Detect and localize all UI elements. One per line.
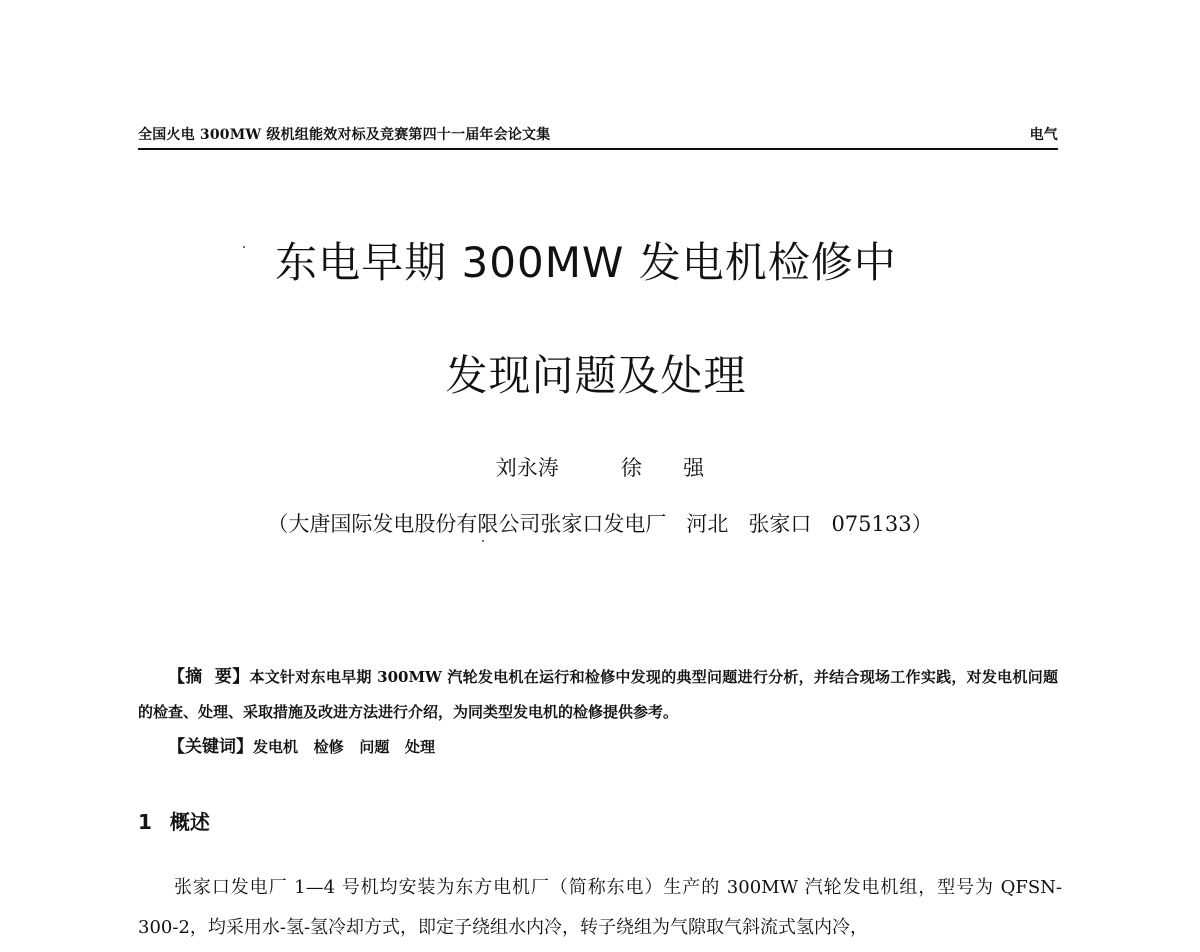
authors [0,452,1200,482]
scan-speck [243,246,245,248]
section-body-paragraph: 张家口发电厂 1—4 号机均安装为东方电机厂（简称东电）生产的 300MW 汽轮发电机组，型号为 QFSN-300-2，均采用水-氢-氢冷却方式，即定子绕组水内冷，转子绕组为气隙取气斜流式氢内冷， [138,877,1062,938]
paper-title-line-1: 东电早期 300MW 发电机检修中 [275,238,897,287]
keywords-text: 发电机 检修 问题 处理 [253,738,436,756]
header-rule [138,148,1058,150]
abstract-text: 本文针对东电早期 300MW 汽轮发电机在运行和检修中发现的典型问题进行分析，并结合现场工作实践，对发电机问题的检查、处理、采取措施及改进方法进行介绍，为同类型发电机的检修提供参考。 [138,668,1058,721]
section-number: 1 [138,810,152,834]
keywords [168,732,435,757]
abstract-label: 【摘 要】 [168,667,250,687]
section-heading [138,806,210,835]
affiliation: （大唐国际发电股份有限公司张家口发电厂 河北 张家口 075133） [267,512,933,536]
keywords-label: 【关键词】 [168,737,253,757]
running-header [138,124,1058,144]
section-title: 概述 [169,810,210,834]
scan-speck [482,540,484,542]
abstract [138,660,1058,730]
authors-text: 刘永涛 徐 强 [495,456,705,480]
paper-title-line-2: 发现问题及处理 [445,351,747,400]
section-label: 电气 [1029,127,1058,143]
proceedings-title: 全国火电 300MW 级机组能效对标及竞赛第四十一届年会论文集 [138,127,551,143]
